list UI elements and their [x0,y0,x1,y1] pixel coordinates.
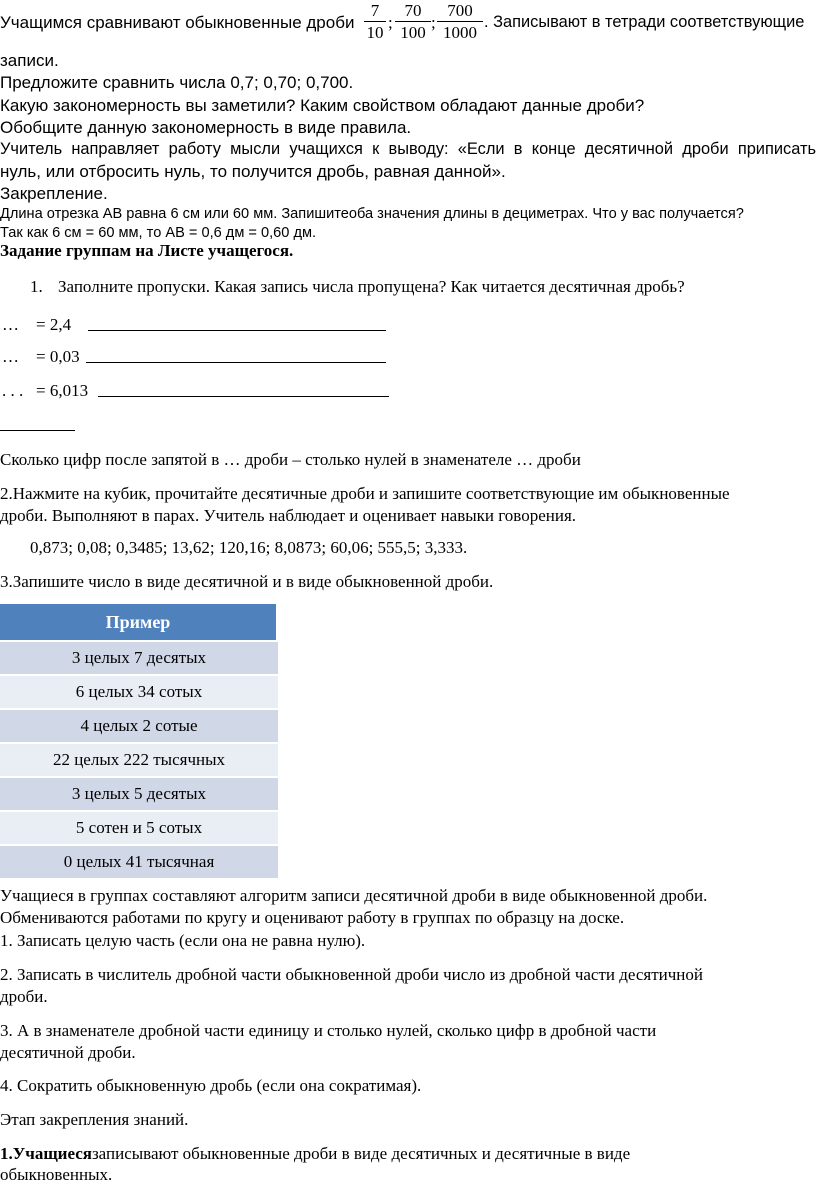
task1-conclusion: Сколько цифр после запятой в … дроби – столько нулей в знаменателе … дроби [0,450,581,469]
intro-line2: записи. [0,51,59,70]
algorithm-intro2: Обмениваются работами по кругу и оценивают работу в группах по образцу на доске. [0,908,625,927]
task1-item2-dots: … [2,347,19,366]
table-header: Пример [0,604,278,640]
answer-blank-line [86,362,386,363]
algorithm-step3-line1: 3. А в знаменателе дробной части единицу и столько нулей, сколько цифр в дробной части [0,1021,657,1040]
task2-numbers: 0,873; 0,08; 0,3485; 13,62; 120,16; 8,0873; 60,06; 555,5; 3,333. [30,538,468,557]
task1-text: Заполните пропуски. Какая запись числа пропущена? Как читается десятичная дробь? [58,277,685,296]
consolidation-item1 [0,1143,630,1164]
algorithm-step1: 1. Записать целую часть (если она не равна нулю). [0,931,366,950]
algorithm-step4: 4. Сократить обыкновенную дробь (если она сократимая). [0,1076,422,1095]
fraction-70-100: 70 100 [395,2,431,42]
consolidation-item1-rest: записывают обыкновенные дроби в виде десятичных и десятичные в виде [91,1144,631,1163]
intro-line8: Закрепление. [0,184,108,203]
group-task-heading: Задание группам на Листе учащегося. [0,241,294,260]
table-row: 5 сотен и 5 сотых [0,810,278,844]
algorithm-step3-line2: десятичной дроби. [0,1043,136,1062]
task3-text: 3.Запишите число в виде десятичной и в виде обыкновенной дроби. [0,572,494,591]
task1-item2-value: = 0,03 [36,347,80,366]
table-row: 3 целых 5 десятых [0,776,278,810]
intro-line5: Обобщите данную закономерность в виде правила. [0,118,412,137]
intro-line3: Предложите сравнить числа 0,7; 0,70; 0,700. [0,73,354,92]
intro-line9: Длина отрезка АВ равна 6 см или 60 мм. Запишитеоба значения длины в дециметрах. Что у вас получается? [0,206,744,222]
intro-line10: Так как 6 см = 60 мм, то АВ = 0,6 дм = 0,60 дм. [0,225,317,241]
intro-line4: Какую закономерность вы заметили? Каким свойством обладают данные дроби? [0,96,645,115]
example-table [0,604,278,878]
intro-line6: Учитель направляет работу мысли учащихся к выводу: «Если в конце десятичной дроби приписать [0,140,816,158]
table-row: 3 целых 7 десятых [0,640,278,674]
algorithm-intro1: Учащиеся в группах составляют алгоритм записи десятичной дроби в виде обыкновенной дроби. [0,886,708,905]
consolidation-item1-bold: 1.Учащиеся [0,1144,92,1163]
intro-line1-prefix: Учащимся сравнивают обыкновенные дроби [0,13,355,32]
task1-item3-value: = 6,013 [36,381,89,400]
task1-item3-dots: . . . [2,381,24,400]
fraction-7-10: 7 10 [364,2,386,42]
task1-number: 1. [30,277,43,296]
consolidation-item1-line2: обыкновенных. [0,1165,113,1184]
answer-blank-line [88,330,386,331]
task2-line2: дроби. Выполняют в парах. Учитель наблюдает и оценивает навыки говорения. [0,506,577,525]
intro-line7: нуль, или отбросить нуль, то получится дробь, равная данной». [0,162,506,181]
task2-line1: 2.Нажмите на кубик, прочитайте десятичные дроби и запишите соответствующие им обыкновенные [0,484,730,503]
fraction-700-1000: 700 1000 [437,2,483,42]
answer-blank-line [98,396,389,397]
algorithm-step2-line2: дроби. [0,987,48,1006]
task1-item1-dots: … [2,315,19,334]
table-row: 22 целых 222 тысячных [0,742,278,776]
algorithm-step2-line1: 2. Записать в числитель дробной части обыкновенной дроби число из дробной части десятичной [0,965,703,984]
table-row: 4 целых 2 сотые [0,708,278,742]
intro-line1-suffix: . Записывают в тетради соответствующие [484,13,805,31]
table-row: 6 целых 34 сотых [0,674,278,708]
consolidation-title: Этап закрепления знаний. [0,1110,189,1129]
task1-item1-value: = 2,4 [36,315,72,334]
fraction-separator: ; [431,13,436,32]
fraction-separator: ; [388,13,393,32]
short-blank-line [0,430,75,431]
table-row: 0 целых 41 тысячная [0,844,278,878]
